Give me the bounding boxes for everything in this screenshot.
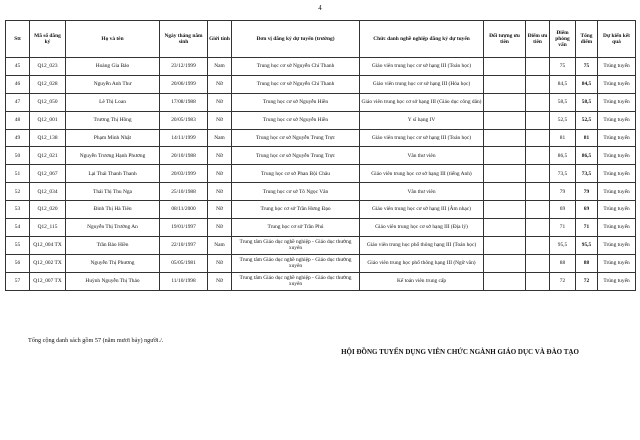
cell-gender: Nữ: [208, 75, 232, 93]
cell-name: Đinh Thị Hà Tiên: [66, 201, 160, 219]
cell-code: Q12_023: [30, 58, 66, 76]
cell-stt: 56: [6, 254, 30, 272]
header-interview-score: Điểm phỏng vấn: [550, 21, 576, 58]
cell-priority-points: [526, 129, 550, 147]
cell-stt: 45: [6, 58, 30, 76]
header-unit: Đơn vị đăng ký dự tuyển (trường): [232, 21, 360, 58]
table-row: [6, 58, 636, 76]
cell-unit: Trung tâm Giáo dục nghề nghiệp - Giáo dục thường xuyên: [232, 254, 360, 272]
header-dob: Ngày tháng năm sinh: [160, 21, 208, 58]
table-row: [6, 147, 636, 165]
cell-priority-points: [526, 254, 550, 272]
cell-dob: 20/10/1988: [160, 147, 208, 165]
cell-priority-object: [484, 147, 526, 165]
cell-priority-points: [526, 183, 550, 201]
cell-stt: 52: [6, 183, 30, 201]
table-row: [6, 201, 636, 219]
header-gender: Giới tính: [208, 21, 232, 58]
cell-gender: Nữ: [208, 254, 232, 272]
header-total-score: Tổng điểm: [576, 21, 598, 58]
cell-priority-points: [526, 58, 550, 76]
cell-gender: Nữ: [208, 201, 232, 219]
cell-result: Trúng tuyển: [598, 219, 636, 237]
cell-interview-score: 52,5: [550, 111, 576, 129]
cell-gender: Nữ: [208, 93, 232, 111]
cell-title: Kế toán viên trung cấp: [360, 272, 484, 290]
cell-stt: 48: [6, 111, 30, 129]
cell-name: Lại Thái Thanh Thanh: [66, 165, 160, 183]
cell-unit: Trung học cơ sở Trần Hưng Đạo: [232, 201, 360, 219]
cell-unit: Trung học cơ sở Nguyễn Trung Trực: [232, 147, 360, 165]
results-table: [5, 20, 636, 291]
cell-name: Hoàng Gia Bảo: [66, 58, 160, 76]
cell-total-score: 71: [576, 219, 598, 237]
cell-result: Trúng tuyển: [598, 272, 636, 290]
header-priority-points: Điểm ưu tiên: [526, 21, 550, 58]
cell-title: Giáo viên trung học cơ sở hạng III (Âm nhạc): [360, 201, 484, 219]
cell-code: Q12_050: [30, 93, 66, 111]
cell-priority-object: [484, 219, 526, 237]
cell-title: Y sĩ hạng IV: [360, 111, 484, 129]
cell-priority-points: [526, 75, 550, 93]
cell-interview-score: 72: [550, 272, 576, 290]
cell-priority-points: [526, 93, 550, 111]
cell-title: Giáo viên trung học cơ sở hạng III (Địa lý): [360, 219, 484, 237]
cell-interview-score: 95,5: [550, 236, 576, 254]
cell-unit: Trung học cơ sở Nguyễn Hiền: [232, 111, 360, 129]
cell-dob: 11/10/1998: [160, 272, 208, 290]
cell-priority-object: [484, 254, 526, 272]
cell-result: Trúng tuyển: [598, 111, 636, 129]
cell-unit: Trung học cơ sở Nguyễn Hiền: [232, 93, 360, 111]
cell-total-score: 72: [576, 272, 598, 290]
header-code: Mã số đăng ký: [30, 21, 66, 58]
cell-interview-score: 73,5: [550, 165, 576, 183]
cell-total-score: 86,5: [576, 147, 598, 165]
cell-gender: Nữ: [208, 111, 232, 129]
cell-name: Trần Bảo Hiền: [66, 236, 160, 254]
cell-name: Lê Thị Loan: [66, 93, 160, 111]
table-row: [6, 272, 636, 290]
cell-dob: 20/05/1983: [160, 111, 208, 129]
cell-name: Nguyễn Anh Thư: [66, 75, 160, 93]
cell-dob: 17/08/1988: [160, 93, 208, 111]
cell-priority-points: [526, 201, 550, 219]
cell-total-score: 84,5: [576, 75, 598, 93]
cell-total-score: 69: [576, 201, 598, 219]
cell-title: Giáo viên trung học cơ sở hạng III (Giáo dục công dân): [360, 93, 484, 111]
cell-stt: 53: [6, 201, 30, 219]
cell-name: Nguyễn Thị Phương: [66, 254, 160, 272]
table-row: [6, 75, 636, 93]
header-priority-object: Đối tượng ưu tiên: [484, 21, 526, 58]
summary-text: Tổng cộng danh sách gồm 57 (năm mươi bảy) người./.: [28, 337, 164, 344]
table-row: [6, 111, 636, 129]
cell-gender: Nam: [208, 129, 232, 147]
cell-unit: Trung học cơ sở Nguyễn Trung Trực: [232, 129, 360, 147]
cell-interview-score: 75: [550, 58, 576, 76]
header-result: Dự kiến kết quả: [598, 21, 636, 58]
table-row: [6, 254, 636, 272]
cell-priority-points: [526, 236, 550, 254]
cell-title: Giáo viên trung học phổ thông hạng III (Ngữ văn): [360, 254, 484, 272]
cell-dob: 23/12/1999: [160, 58, 208, 76]
cell-result: Trúng tuyển: [598, 165, 636, 183]
cell-code: Q12_007 TX: [30, 272, 66, 290]
cell-result: Trúng tuyển: [598, 201, 636, 219]
cell-priority-object: [484, 93, 526, 111]
cell-dob: 19/01/1997: [160, 219, 208, 237]
cell-gender: Nữ: [208, 165, 232, 183]
cell-total-score: 52,5: [576, 111, 598, 129]
header-name: Họ và tên: [66, 21, 160, 58]
table-row: [6, 236, 636, 254]
cell-priority-object: [484, 236, 526, 254]
cell-title: Giáo viên trung học phổ thông hạng III (Toán học): [360, 236, 484, 254]
cell-unit: Trung học cơ sở Tô Ngọc Vân: [232, 183, 360, 201]
cell-dob: 14/11/1999: [160, 129, 208, 147]
cell-code: Q12_115: [30, 219, 66, 237]
cell-gender: Nữ: [208, 219, 232, 237]
cell-result: Trúng tuyển: [598, 129, 636, 147]
cell-stt: 55: [6, 236, 30, 254]
cell-total-score: 81: [576, 129, 598, 147]
cell-unit: Trung tâm Giáo dục nghề nghiệp - Giáo dục thường xuyên: [232, 272, 360, 290]
cell-unit: Trung tâm Giáo dục nghề nghiệp - Giáo dục thường xuyên: [232, 236, 360, 254]
cell-title: Giáo viên trung học cơ sở hạng III (Toán học): [360, 58, 484, 76]
cell-dob: 25/10/1988: [160, 183, 208, 201]
cell-priority-points: [526, 165, 550, 183]
cell-priority-object: [484, 201, 526, 219]
cell-total-score: 79: [576, 183, 598, 201]
table-row: [6, 93, 636, 111]
cell-result: Trúng tuyển: [598, 147, 636, 165]
cell-code: Q12_001: [30, 111, 66, 129]
cell-result: Trúng tuyển: [598, 254, 636, 272]
cell-result: Trúng tuyển: [598, 58, 636, 76]
cell-dob: 22/10/1997: [160, 236, 208, 254]
cell-stt: 47: [6, 93, 30, 111]
cell-priority-object: [484, 165, 526, 183]
cell-priority-object: [484, 111, 526, 129]
cell-title: Giáo viên trung học cơ sở hạng III (tiếng Anh): [360, 165, 484, 183]
cell-priority-object: [484, 129, 526, 147]
cell-interview-score: 88: [550, 254, 576, 272]
cell-gender: Nữ: [208, 272, 232, 290]
cell-unit: Trung học cơ sở Phan Bội Châu: [232, 165, 360, 183]
header-stt: Stt: [6, 21, 30, 58]
cell-interview-score: 69: [550, 201, 576, 219]
cell-total-score: 95,5: [576, 236, 598, 254]
cell-result: Trúng tuyển: [598, 183, 636, 201]
cell-interview-score: 86,5: [550, 147, 576, 165]
cell-code: Q12_021: [30, 147, 66, 165]
cell-total-score: 75: [576, 58, 598, 76]
cell-interview-score: 79: [550, 183, 576, 201]
header-title: Chức danh nghề nghiệp đăng ký dự tuyển: [360, 21, 484, 58]
cell-code: Q12_020: [30, 201, 66, 219]
cell-code: Q12_028: [30, 75, 66, 93]
table-row: [6, 183, 636, 201]
cell-code: Q12_034: [30, 183, 66, 201]
cell-gender: Nữ: [208, 183, 232, 201]
cell-name: Thái Thị Thu Nga: [66, 183, 160, 201]
cell-interview-score: 58,5: [550, 93, 576, 111]
cell-gender: Nữ: [208, 147, 232, 165]
cell-stt: 49: [6, 129, 30, 147]
cell-unit: Trung học cơ sở Nguyễn Chí Thanh: [232, 58, 360, 76]
cell-code: Q12_002 TX: [30, 254, 66, 272]
table-row: [6, 129, 636, 147]
cell-result: Trúng tuyển: [598, 75, 636, 93]
cell-interview-score: 81: [550, 129, 576, 147]
cell-total-score: 88: [576, 254, 598, 272]
cell-stt: 46: [6, 75, 30, 93]
cell-name: Trương Thị Hồng: [66, 111, 160, 129]
cell-stt: 57: [6, 272, 30, 290]
cell-priority-object: [484, 183, 526, 201]
cell-interview-score: 71: [550, 219, 576, 237]
table-header-row: [6, 21, 636, 58]
cell-dob: 08/11/2000: [160, 201, 208, 219]
cell-gender: Nam: [208, 236, 232, 254]
cell-priority-points: [526, 272, 550, 290]
cell-total-score: 73,5: [576, 165, 598, 183]
cell-title: Giáo viên trung học cơ sở hạng III (Toán học): [360, 129, 484, 147]
cell-stt: 51: [6, 165, 30, 183]
cell-name: Phạm Minh Nhật: [66, 129, 160, 147]
cell-priority-points: [526, 147, 550, 165]
cell-priority-points: [526, 111, 550, 129]
council-title: HỘI ĐỒNG TUYỂN DỤNG VIÊN CHỨC NGÀNH GIÁO DỤC VÀ ĐÀO TẠO: [341, 348, 579, 356]
cell-code: Q12_004 TX: [30, 236, 66, 254]
cell-priority-object: [484, 75, 526, 93]
cell-gender: Nam: [208, 58, 232, 76]
cell-stt: 50: [6, 147, 30, 165]
cell-stt: 54: [6, 219, 30, 237]
cell-unit: Trung học cơ sở Trần Phú: [232, 219, 360, 237]
cell-code: Q12_067: [30, 165, 66, 183]
cell-title: Văn thư viên: [360, 147, 484, 165]
cell-result: Trúng tuyển: [598, 236, 636, 254]
cell-priority-object: [484, 272, 526, 290]
cell-priority-object: [484, 58, 526, 76]
cell-unit: Trung học cơ sở Nguyễn Chí Thanh: [232, 75, 360, 93]
cell-dob: 20/06/1999: [160, 75, 208, 93]
cell-title: Giáo viên trung học cơ sở hạng III (Hóa học): [360, 75, 484, 93]
cell-dob: 05/05/1981: [160, 254, 208, 272]
table-row: [6, 219, 636, 237]
cell-name: Nguyễn Trương Hạnh Phương: [66, 147, 160, 165]
cell-priority-points: [526, 219, 550, 237]
cell-interview-score: 84,5: [550, 75, 576, 93]
cell-dob: 20/03/1999: [160, 165, 208, 183]
cell-name: Huỳnh Nguyễn Thị Thảo: [66, 272, 160, 290]
page-number: 4: [318, 4, 322, 12]
cell-total-score: 58,5: [576, 93, 598, 111]
cell-result: Trúng tuyển: [598, 93, 636, 111]
table-row: [6, 165, 636, 183]
cell-name: Nguyễn Thị Trường An: [66, 219, 160, 237]
cell-title: Văn thư viên: [360, 183, 484, 201]
cell-code: Q12_138: [30, 129, 66, 147]
